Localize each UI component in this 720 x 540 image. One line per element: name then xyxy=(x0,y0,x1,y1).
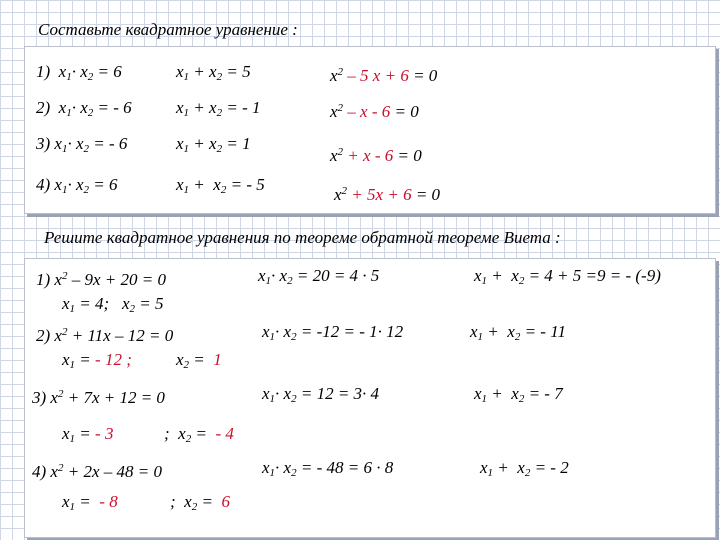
task2-eq2-product: $x_1\cdot x_2 = -12$ = - 1· 12 xyxy=(262,322,404,343)
task2-eq4-sum: $x_1 + x_2$ = - 2 xyxy=(480,458,569,479)
task1-row4-equation: $x^2 + 5x + 6 = 0$ xyxy=(334,185,441,204)
task1-row3-sum: $x_1 + x_2 = 1$ xyxy=(176,134,251,155)
task2-eq4-product: $x_1\cdot x_2$ = - 48 = 6 · 8 xyxy=(262,458,394,479)
task1-row2-product: 2) $x_1\cdot x_2$ = - 6 xyxy=(36,98,132,119)
task1-row4-product: 4) $x_1\cdot x_2 = 6$ xyxy=(36,175,118,196)
task1-title: Составьте квадратное уравнение : xyxy=(38,20,298,39)
task1-row1-product: 1) $x_1\cdot x_2 = 6$ xyxy=(36,62,122,83)
task1-row1-sum: $x_1 + x_2 = 5$ xyxy=(176,62,251,83)
task2-eq3-root2: ; $x_2$ = - 4 xyxy=(164,424,234,445)
task2-eq1-sum: $x_1 + x_2 = 4 + 5 =9$ = - (-9) xyxy=(474,266,661,287)
task2-eq2-root1: $x_1$ = - 12 ; xyxy=(62,350,132,371)
task2-title: Решите квадратное уравнения по теореме обратной теореме Виета : xyxy=(44,228,561,247)
task1-row2-sum: $x_1 + x_2$ = - 1 xyxy=(176,98,261,119)
task2-eq1-roots: $x_1 = 4$; $x_2 = 5$ xyxy=(62,294,164,315)
task2-eq3-sum: $x_1 + x_2$ = - 7 xyxy=(474,384,563,405)
task2-eq2-sum: $x_1 + x_2$ = - 11 xyxy=(470,322,566,343)
task2-eq1-product: $x_1\cdot x_2 = 20 = 4 \cdot 5$ xyxy=(258,266,380,287)
task1-row1-equation: $x^2 - 5$ x + 6 = 0 xyxy=(330,66,438,85)
task2-eq3-product: $x_1\cdot x_2 = 12 = 3\cdot 4$ xyxy=(262,384,380,405)
task2-eq2: 2) $x^2 + 11x - 12 = 0$ xyxy=(36,326,174,345)
task1-row2-equation: $x^2 - x - 6 = 0$ xyxy=(330,102,419,121)
task2-eq4-root1: $x_1$ = - 8 xyxy=(62,492,118,513)
task2-eq4-root2: ; $x_2 = 6$ xyxy=(170,492,230,513)
task1-row4-sum: $x_1 + x_2$ = - 5 xyxy=(176,175,265,196)
task2-eq3: 3) $x^2 + 7x + 12 = 0$ xyxy=(32,388,165,407)
task1-row3-equation: $x^2 + x - 6 = 0$ xyxy=(330,146,422,165)
task2-eq1: 1) $x^2 - 9x + 20 = 0$ xyxy=(36,270,166,289)
task1-row3-product: 3) $x_1\cdot x_2$ = - 6 xyxy=(36,134,128,155)
task2-eq4: 4) $x^2 + 2x - 48 = 0$ xyxy=(32,462,162,481)
task2-eq2-root2: $x_2 = 1$ xyxy=(176,350,222,371)
task2-eq3-root1: $x_1$ = - 3 xyxy=(62,424,114,445)
